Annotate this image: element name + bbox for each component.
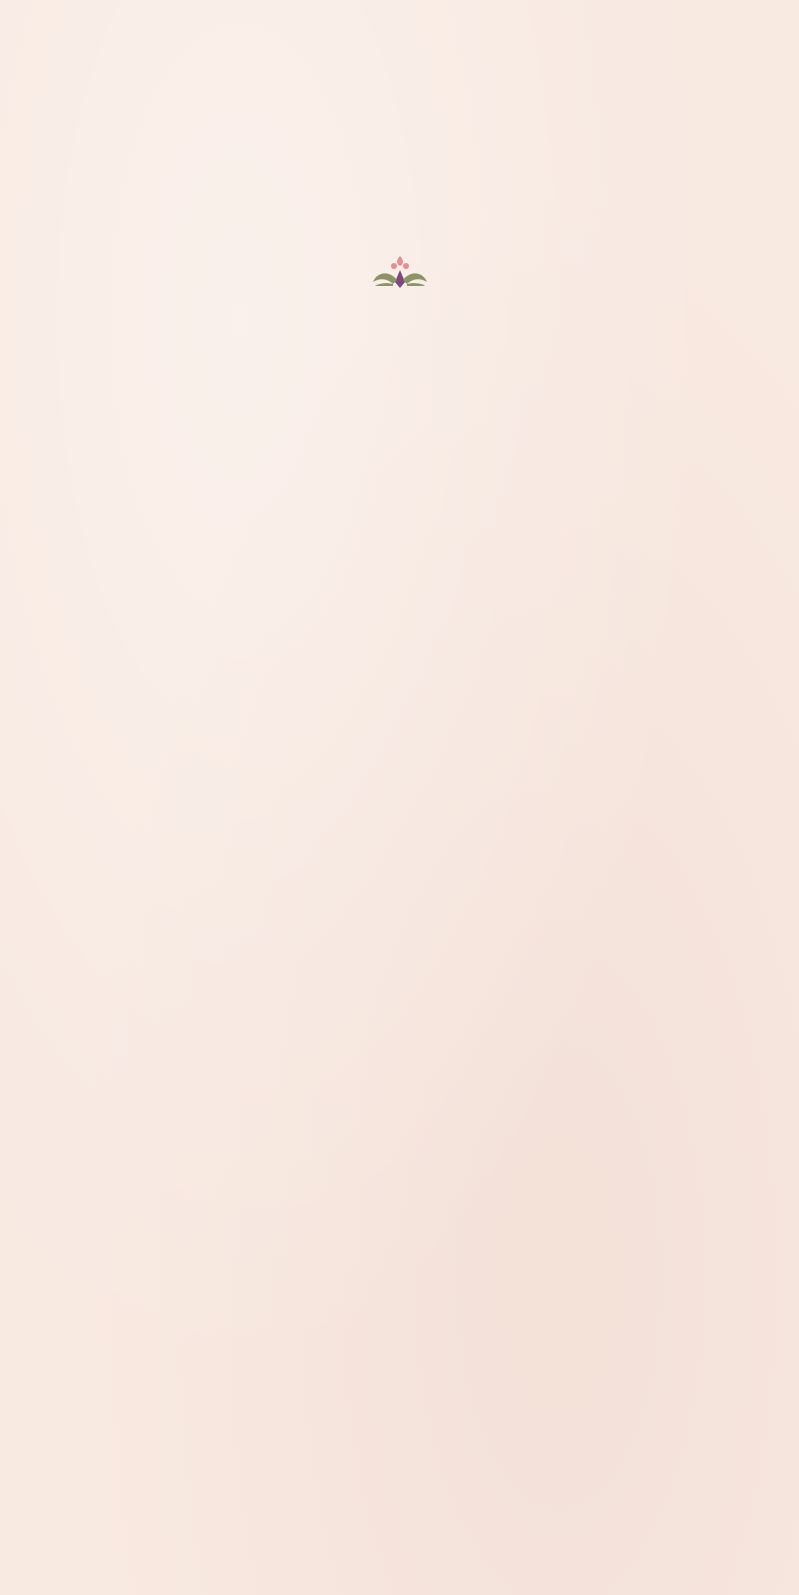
- fleur-flourish-icon: [369, 252, 431, 296]
- left-ornamental-border: [22, 24, 68, 1572]
- right-ornamental-border: [731, 24, 777, 1572]
